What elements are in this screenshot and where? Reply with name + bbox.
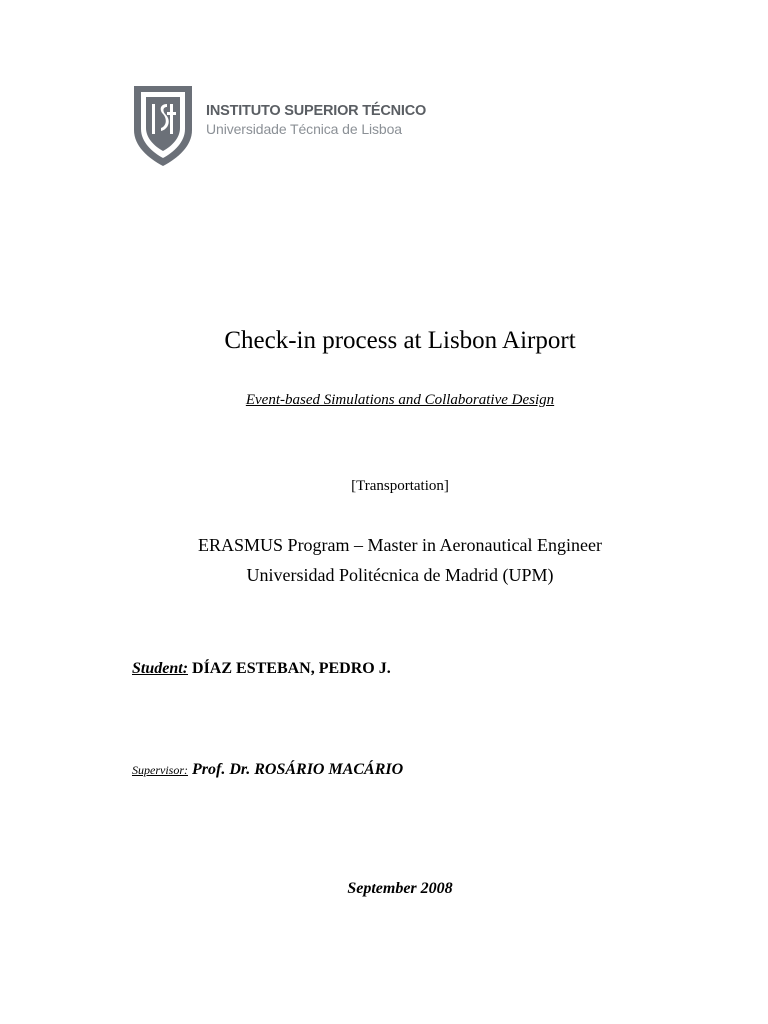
document-date: September 2008 bbox=[347, 880, 453, 897]
institution-university: Universidade Técnica de Lisboa bbox=[206, 120, 402, 137]
ist-shield-icon bbox=[132, 84, 194, 168]
university-line: Universidad Politécnica de Madrid (UPM) bbox=[246, 565, 554, 585]
supervisor-line bbox=[132, 761, 403, 779]
student-name: DÍAZ ESTEBAN, PEDRO J. bbox=[192, 660, 391, 677]
supervisor-name: Prof. Dr. ROSÁRIO MACÁRIO bbox=[192, 761, 404, 778]
document-subtitle: Event-based Simulations and Collaborative Design bbox=[245, 392, 555, 408]
student-line bbox=[132, 660, 391, 678]
institution-logo bbox=[132, 84, 426, 168]
document-category: [Transportation] bbox=[351, 478, 449, 494]
supervisor-label: Supervisor: bbox=[132, 763, 188, 777]
student-label: Student: bbox=[132, 660, 189, 677]
document-title: Check-in process at Lisbon Airport bbox=[224, 327, 576, 354]
institution-name: INSTITUTO SUPERIOR TÉCNICO bbox=[206, 103, 427, 119]
logo-wordmark bbox=[206, 104, 426, 136]
program-line: ERASMUS Program – Master in Aeronautical Engineer bbox=[198, 535, 602, 555]
